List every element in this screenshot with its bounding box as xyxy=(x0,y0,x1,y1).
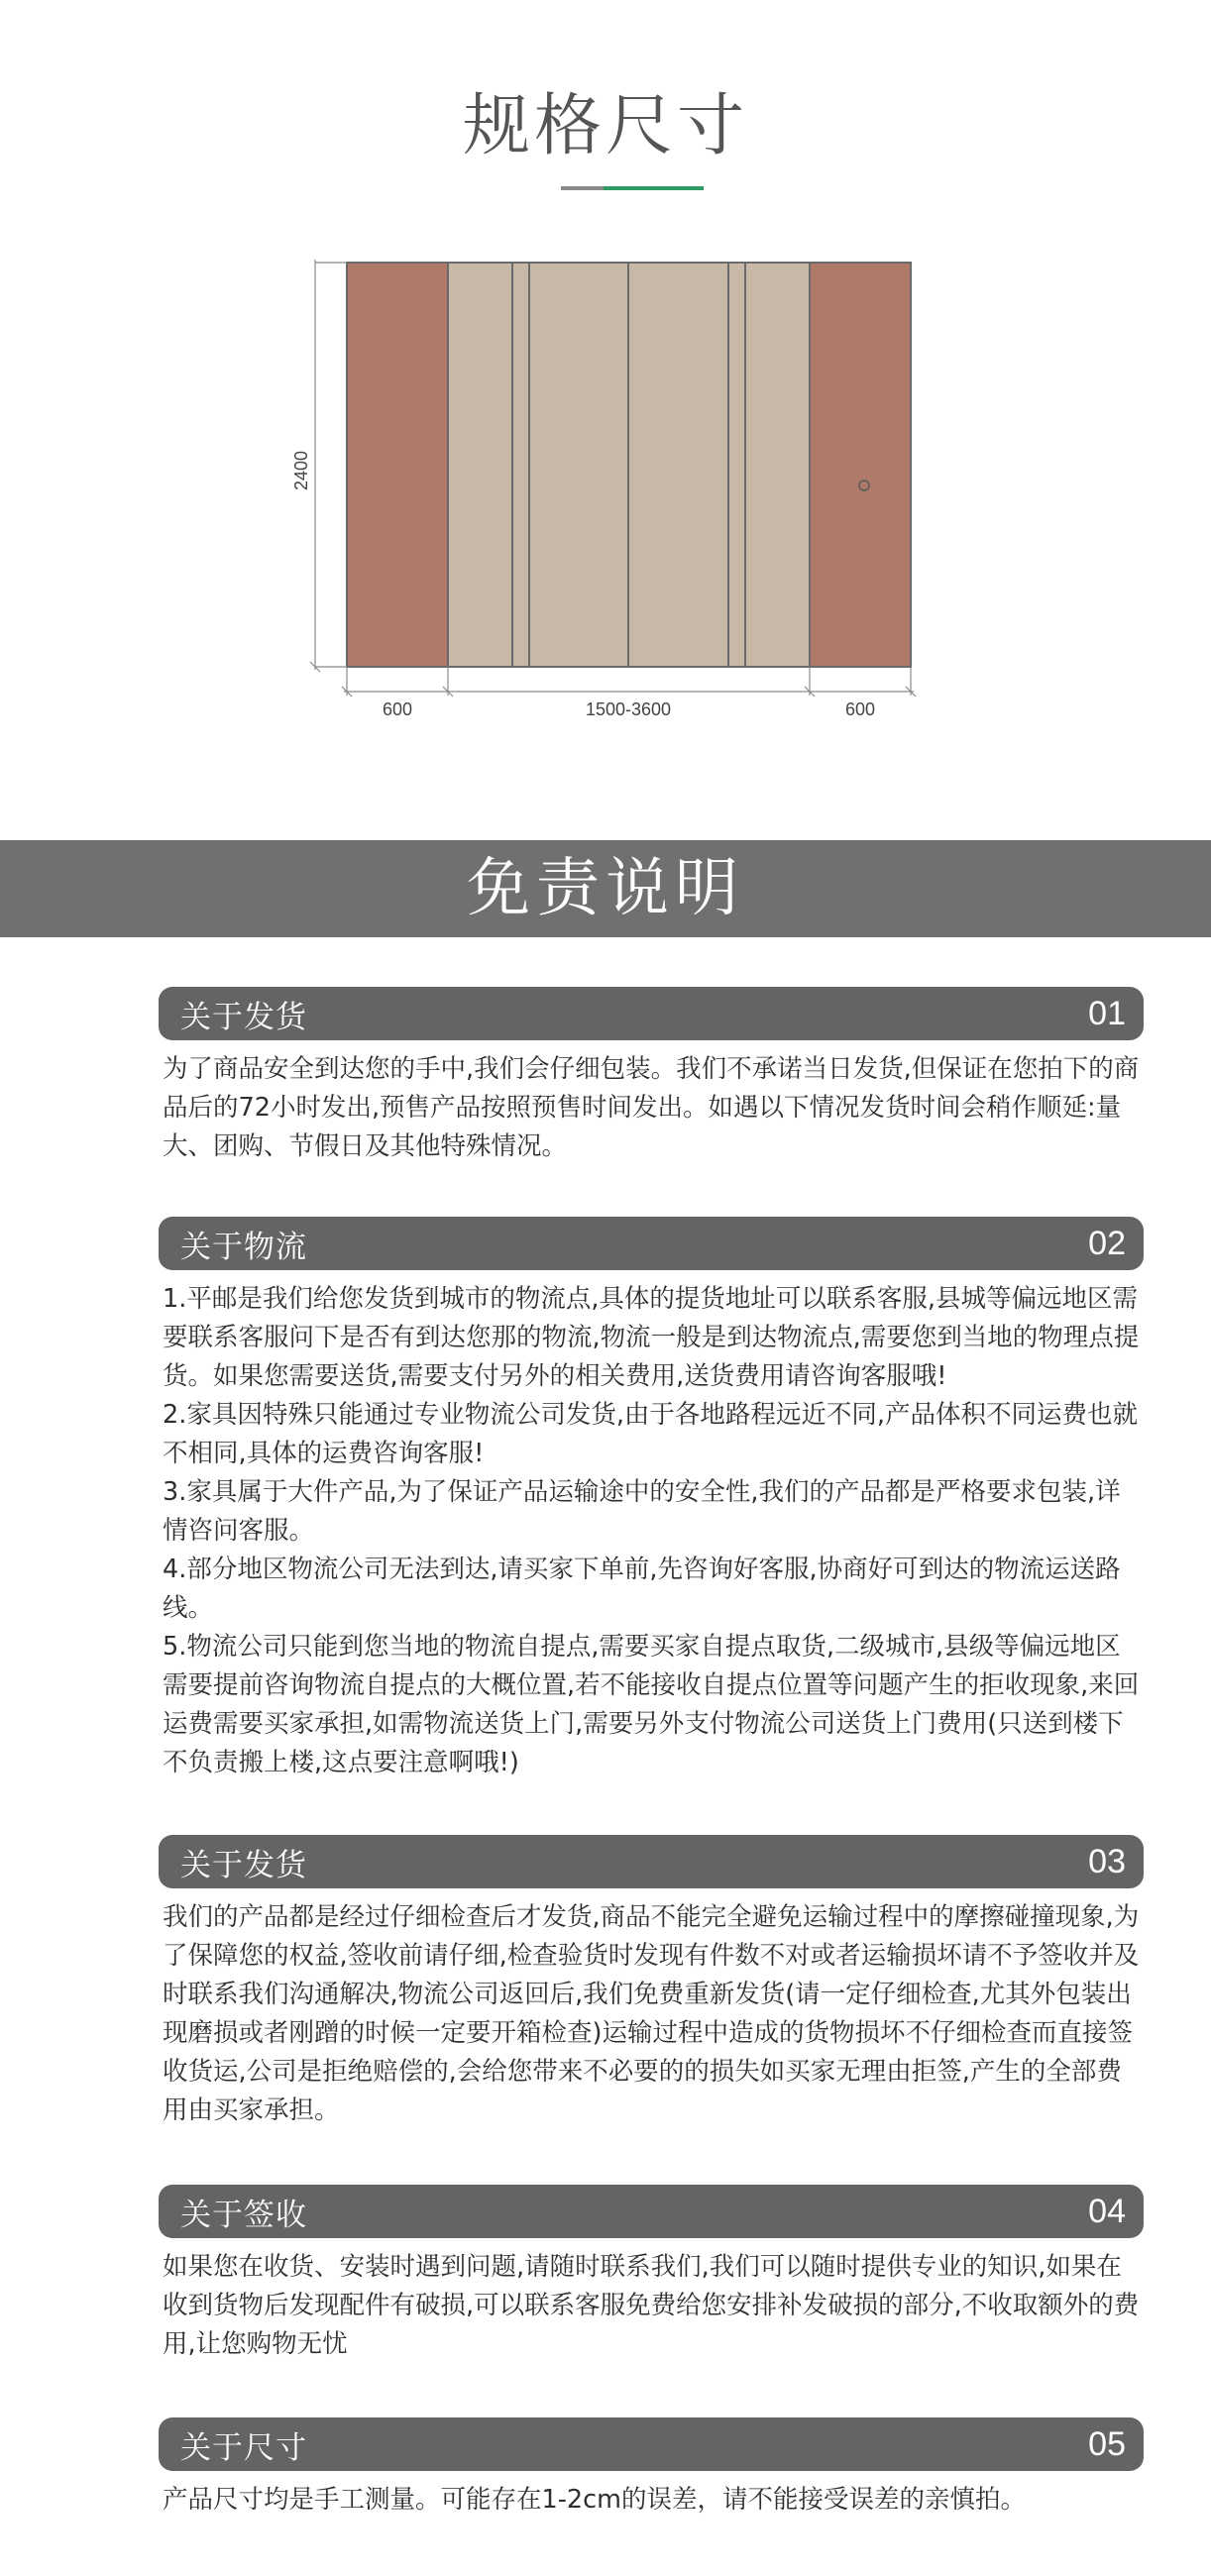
section-inspection xyxy=(159,1835,1144,2130)
height-label: 2400 xyxy=(291,450,311,491)
section-number: 02 xyxy=(1088,1224,1126,1262)
width-label-left: 600 xyxy=(382,699,413,719)
door-5 xyxy=(728,263,745,667)
dimension-drawing xyxy=(0,0,1211,753)
door-4 xyxy=(628,263,728,667)
section-title: 关于签收 xyxy=(180,2197,307,2233)
width-label-right: 600 xyxy=(844,699,876,719)
paragraph: 为了商品安全到达您的手中,我们会仔细包装。我们不承诺当日发货,但保证在您拍下的商品后的72小时发出,预售产品按照预售时间发出。如遇以下情况发货时间会稍作顺延:量大、团购、节假日及其他特殊情况。 xyxy=(163,1054,1140,1161)
section-header xyxy=(159,1835,1144,1888)
section-shipping xyxy=(159,987,1144,1166)
side-panel-right xyxy=(810,263,911,667)
section-title: 关于尺寸 xyxy=(180,2429,307,2466)
section-size xyxy=(159,2417,1144,2520)
door-2 xyxy=(512,263,529,667)
paragraph: 3.家具属于大件产品,为了保证产品运输途中的安全性,我们的产品都是严格要求包装,详情咨问客服。 xyxy=(163,1477,1121,1546)
section-body xyxy=(163,2481,1144,2520)
disclaimer-banner xyxy=(0,840,1211,937)
door-1 xyxy=(448,263,512,667)
paragraph: 如果您在收货、安装时遇到问题,请随时联系我们,我们可以随时提供专业的知识,如果在收到货物后发现配件有破损,可以联系客服免费给您安排补发破损的部分,不收取额外的费用,让您购物无忧 xyxy=(163,2252,1140,2359)
paragraph: 我们的产品都是经过仔细检查后才发货,商品不能完全避免运输过程中的摩擦碰撞现象,为了保障您的权益,签收前请仔细,检查验货时发现有件数不对或者运输损坏请不予签收并及时联系我们沟通解决,物流公司返回后,我们免费重新发货(请一定仔细检查,尤其外包装出现磨损或者刚蹭的时候一定要开箱检查)运输过程中造成的货物损坏不仔细检查而直接签收货运,公司是拒绝赔偿的,会给您带来不必要的的损失如买家无理由拒签,产生的全部费用由买家承担。 xyxy=(163,1902,1140,2125)
section-body xyxy=(163,1050,1144,1166)
section-body xyxy=(163,1898,1144,2130)
paragraph: 2.家具因特殊只能通过专业物流公司发货,由于各地路程远近不同,产品体积不同运费也就不相同,具体的运费咨询客服! xyxy=(163,1400,1139,1468)
section-logistics xyxy=(159,1217,1144,1782)
section-number: 03 xyxy=(1088,1842,1126,1880)
section-body xyxy=(163,1280,1144,1782)
section-header xyxy=(159,2185,1144,2238)
section-number: 04 xyxy=(1088,2192,1126,2230)
section-receipt xyxy=(159,2185,1144,2364)
width-label-middle: 1500-3600 xyxy=(585,699,672,719)
spec-title: 规格尺寸 xyxy=(462,87,748,165)
paragraph: 5.物流公司只能到您当地的物流自提点,需要买家自提点取货,二级城市,县级等偏远地区需要提前咨询物流自提点的大概位置,若不能接收自提点位置等问题产生的拒收现象,来回运费需要买家承担,如需物流送货上门,需要另外支付物流公司送货上门费用(只送到楼下不负责搬上楼,这点要注意啊哦!) xyxy=(163,1632,1140,1777)
side-panel-left xyxy=(347,263,448,667)
section-title: 关于发货 xyxy=(180,1847,307,1883)
wardrobe-panels xyxy=(347,263,911,667)
section-title: 关于发货 xyxy=(180,999,307,1035)
section-body xyxy=(163,2248,1144,2364)
section-title: 关于物流 xyxy=(180,1229,307,1265)
disclaimer-title: 免责说明 xyxy=(467,852,744,925)
door-3 xyxy=(529,263,628,667)
section-number: 05 xyxy=(1088,2424,1126,2463)
section-header xyxy=(159,1217,1144,1270)
paragraph: 4.部分地区物流公司无法到达,请买家下单前,先咨询好客服,协商好可到达的物流运送路线。 xyxy=(163,1555,1121,1623)
section-header xyxy=(159,987,1144,1040)
paragraph: 1.平邮是我们给您发货到城市的物流点,具体的提货地址可以联系客服,县城等偏远地区需要联系客服问下是否有到达您那的物流,物流一般是到达物流点,需要您到当地的物理点提货。如果您需要送货,需要支付另外的相关费用,送货费用请咨询客服哦! xyxy=(163,1284,1140,1391)
paragraph: 产品尺寸均是手工测量。可能存在1-2cm的误差，请不能接受误差的亲慎拍。 xyxy=(163,2485,1027,2515)
section-header xyxy=(159,2417,1144,2471)
section-number: 01 xyxy=(1088,994,1126,1032)
door-6 xyxy=(745,263,810,667)
